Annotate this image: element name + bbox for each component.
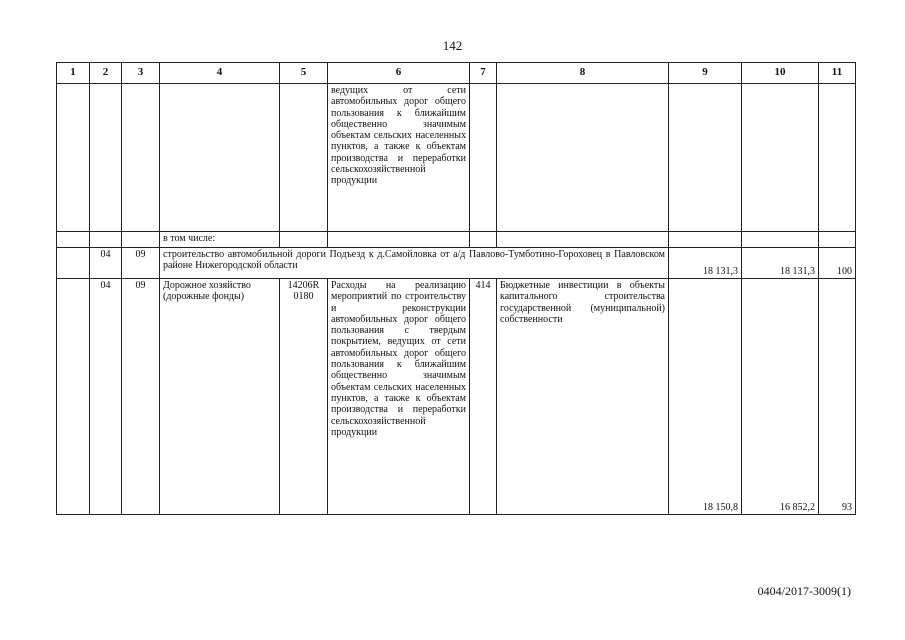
row4-expense-name: Бюджетные инвестиции в объекты капитального строительства государственной (муниципальной) собственности (497, 279, 669, 515)
col-header-3: 3 (122, 63, 160, 84)
row4-plan: 18 150,8 (669, 279, 742, 515)
page-number: 142 (442, 38, 463, 53)
row3-section: 04 (90, 248, 122, 279)
row3-description: строительство автомобильной дороги Подъезд к д.Самойловка от а/д Павлово-Тумботино-Гороховец в Павловском районе Нижегородской области (160, 248, 669, 279)
header-row (57, 63, 856, 84)
row4-subsection: 09 (122, 279, 160, 515)
budget-table (56, 62, 856, 515)
table-row (57, 279, 856, 515)
col-header-7: 7 (470, 63, 497, 84)
col-header-8: 8 (497, 63, 669, 84)
row4-name: Дорожное хозяйство (дорожные фонды) (160, 279, 280, 515)
col-header-4: 4 (160, 63, 280, 84)
col-header-6: 6 (328, 63, 470, 84)
row2-label: в том числе: (160, 232, 280, 248)
row3-actual: 18 131,3 (742, 248, 819, 279)
row1-description: ведущих от сети автомобильных дорог общего пользования к ближайшим общественно значимым объектам сельских населенных пунктов, а также к объектам производства и переработки сельскохозяйственной продукции (328, 84, 470, 232)
col-header-5: 5 (280, 63, 328, 84)
table-row (57, 248, 856, 279)
document-reference: 0404/2017-3009(1) (757, 584, 851, 598)
row4-actual: 16 852,2 (742, 279, 819, 515)
row3-subsection: 09 (122, 248, 160, 279)
row4-description: Расходы на реализацию мероприятий по строительству и реконструкции автомобильных дорог общего пользования с твердым покрытием, ведущих от сети автомобильных дорог общего пользования к ближайшим общественно значимым объектам сельских населенных пунктов, а также к объектам производства и переработки сельскохозяйственной продукции (328, 279, 470, 515)
col-header-1: 1 (57, 63, 90, 84)
col-header-2: 2 (90, 63, 122, 84)
table-row (57, 84, 856, 232)
row4-expense-type: 414 (470, 279, 497, 515)
col-header-11: 11 (819, 63, 856, 84)
row4-target-article: 14206R 0180 (280, 279, 328, 515)
row4-percent: 93 (819, 279, 856, 515)
col-header-10: 10 (742, 63, 819, 84)
row3-percent: 100 (819, 248, 856, 279)
row4-section: 04 (90, 279, 122, 515)
row3-plan: 18 131,3 (669, 248, 742, 279)
col-header-9: 9 (669, 63, 742, 84)
table-row (57, 232, 856, 248)
